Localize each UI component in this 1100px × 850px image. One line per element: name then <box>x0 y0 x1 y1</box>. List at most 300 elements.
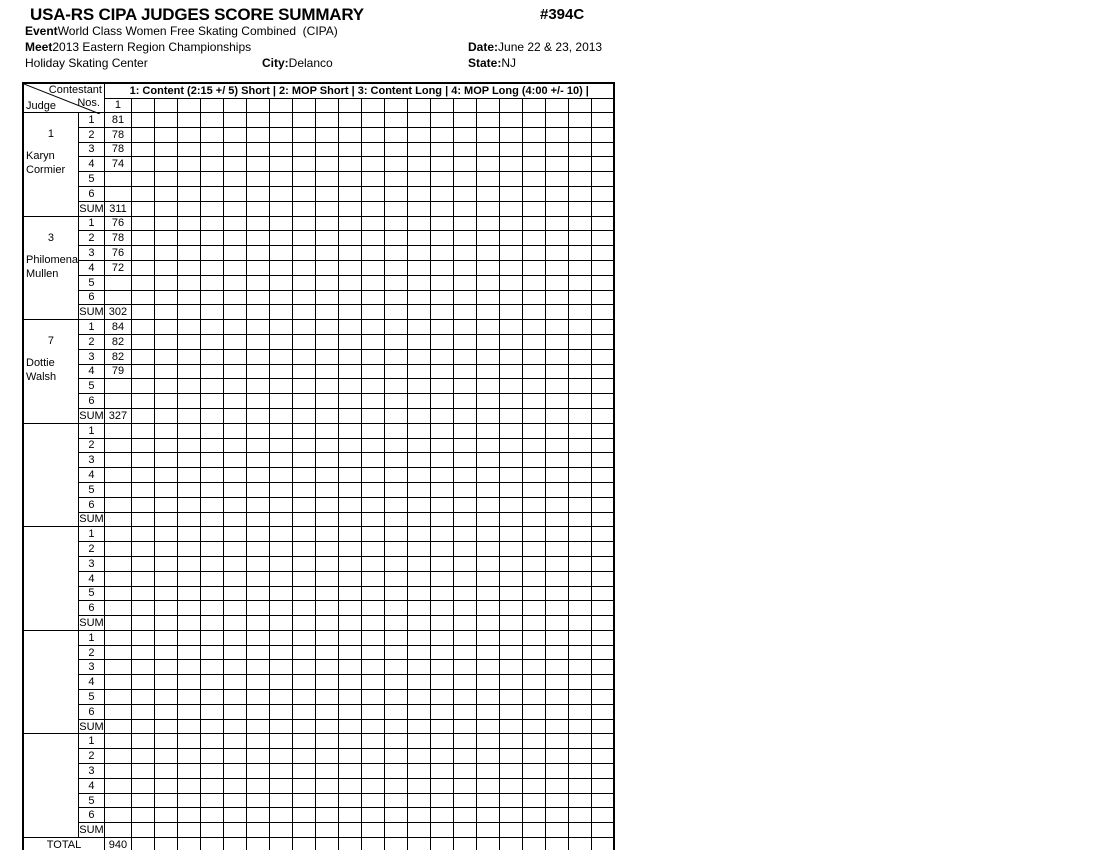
grid-cell <box>315 556 338 571</box>
score-cell <box>104 793 131 808</box>
grid-cell <box>154 142 177 157</box>
score-cell <box>104 468 131 483</box>
grid-cell <box>499 704 522 719</box>
grid-cell <box>292 157 315 172</box>
grid-cell <box>292 127 315 142</box>
grid-cell <box>545 305 568 320</box>
grid-cell <box>453 838 476 850</box>
score-grid <box>22 82 615 850</box>
grid-cell <box>499 157 522 172</box>
grid-cell <box>200 764 223 779</box>
grid-cell <box>453 438 476 453</box>
contestant-number-cell <box>246 98 269 112</box>
grid-cell <box>522 690 545 705</box>
grid-cell <box>522 201 545 216</box>
grid-cell <box>545 201 568 216</box>
grid-cell <box>338 764 361 779</box>
grid-cell <box>499 379 522 394</box>
contestant-number-cell <box>499 98 522 112</box>
grid-cell <box>361 172 384 187</box>
grid-cell <box>292 675 315 690</box>
grid-cell <box>200 201 223 216</box>
grid-cell <box>246 334 269 349</box>
grid-cell <box>223 630 246 645</box>
round-label-cell: 3 <box>78 453 104 468</box>
grid-cell <box>476 734 499 749</box>
judge-number: 7 <box>47 335 55 348</box>
grid-cell <box>545 645 568 660</box>
grid-cell <box>453 601 476 616</box>
grid-cell <box>338 645 361 660</box>
grid-cell <box>499 290 522 305</box>
grid-cell <box>131 438 154 453</box>
grid-cell <box>200 246 223 261</box>
grid-cell <box>361 823 384 838</box>
score-cell: 84 <box>104 320 131 335</box>
grid-cell <box>315 408 338 423</box>
grid-cell <box>131 453 154 468</box>
grid-cell <box>407 157 430 172</box>
score-cell: 82 <box>104 334 131 349</box>
grid-cell <box>292 793 315 808</box>
score-cell: 76 <box>104 246 131 261</box>
grid-cell <box>407 334 430 349</box>
grid-cell <box>568 438 591 453</box>
grid-cell <box>315 231 338 246</box>
contestant-number-cell <box>430 98 453 112</box>
judge-cell <box>23 113 78 217</box>
grid-cell <box>522 601 545 616</box>
grid-cell <box>154 113 177 128</box>
grid-cell <box>476 423 499 438</box>
grid-cell <box>384 601 407 616</box>
round-label-cell: 2 <box>78 334 104 349</box>
grid-cell <box>499 542 522 557</box>
grid-cell <box>407 379 430 394</box>
grid-cell <box>384 379 407 394</box>
grid-cell <box>269 764 292 779</box>
grid-cell <box>338 186 361 201</box>
grid-cell <box>430 379 453 394</box>
grid-cell <box>384 438 407 453</box>
round-label-cell: 1 <box>78 527 104 542</box>
grid-cell <box>361 571 384 586</box>
grid-cell <box>292 305 315 320</box>
grid-cell <box>361 838 384 850</box>
grid-cell <box>430 542 453 557</box>
grid-cell <box>315 838 338 850</box>
grid-cell <box>545 320 568 335</box>
grid-cell <box>430 793 453 808</box>
grid-cell <box>407 290 430 305</box>
grid-cell <box>407 690 430 705</box>
grid-cell <box>292 690 315 705</box>
grid-cell <box>200 823 223 838</box>
grid-cell <box>177 438 200 453</box>
grid-cell <box>223 305 246 320</box>
grid-cell <box>361 778 384 793</box>
judge-name: Dottie Walsh <box>26 357 57 384</box>
grid-cell <box>545 482 568 497</box>
grid-cell <box>591 749 614 764</box>
grid-cell <box>315 704 338 719</box>
grid-cell <box>246 379 269 394</box>
grid-cell <box>338 690 361 705</box>
grid-cell <box>568 349 591 364</box>
grid-cell <box>384 793 407 808</box>
round-label-cell: 4 <box>78 260 104 275</box>
grid-cell <box>453 571 476 586</box>
grid-cell <box>223 231 246 246</box>
grid-cell <box>200 601 223 616</box>
grid-cell <box>154 379 177 394</box>
grid-cell <box>407 394 430 409</box>
grid-cell <box>384 778 407 793</box>
grid-cell <box>499 423 522 438</box>
grid-cell <box>200 408 223 423</box>
score-cell: 74 <box>104 157 131 172</box>
grid-cell <box>338 527 361 542</box>
grid-cell <box>131 246 154 261</box>
grid-cell <box>292 275 315 290</box>
grid-cell <box>154 157 177 172</box>
grid-cell <box>338 113 361 128</box>
grid-cell <box>361 734 384 749</box>
grid-cell <box>522 793 545 808</box>
venue-value: Holiday Skating Center <box>25 56 148 70</box>
grid-cell <box>131 290 154 305</box>
grid-cell <box>522 512 545 527</box>
grid-cell <box>430 734 453 749</box>
grid-cell <box>246 423 269 438</box>
grid-cell <box>384 630 407 645</box>
grid-cell <box>407 364 430 379</box>
grid-cell <box>269 616 292 631</box>
contestant-number-cell <box>476 98 499 112</box>
grid-cell <box>545 704 568 719</box>
grid-cell <box>430 113 453 128</box>
grid-cell <box>453 542 476 557</box>
score-cell <box>104 734 131 749</box>
grid-cell <box>200 216 223 231</box>
grid-cell <box>407 246 430 261</box>
grid-cell <box>591 764 614 779</box>
grid-cell <box>177 305 200 320</box>
grid-cell <box>269 468 292 483</box>
score-cell <box>104 438 131 453</box>
grid-cell <box>246 364 269 379</box>
grid-cell <box>338 438 361 453</box>
grid-cell <box>292 201 315 216</box>
grid-cell <box>476 586 499 601</box>
grid-cell <box>131 527 154 542</box>
grid-cell <box>591 482 614 497</box>
grid-cell <box>292 512 315 527</box>
grid-cell <box>453 290 476 305</box>
grid-cell <box>476 601 499 616</box>
grid-cell <box>453 127 476 142</box>
score-cell <box>104 660 131 675</box>
grid-cell <box>361 260 384 275</box>
grid-cell <box>384 838 407 850</box>
grid-cell <box>269 334 292 349</box>
grid-cell <box>407 542 430 557</box>
grid-cell <box>154 704 177 719</box>
grid-cell <box>384 556 407 571</box>
grid-cell <box>177 764 200 779</box>
grid-cell <box>407 527 430 542</box>
grid-cell <box>591 571 614 586</box>
grid-cell <box>407 719 430 734</box>
grid-cell <box>545 601 568 616</box>
grid-cell <box>407 142 430 157</box>
score-cell <box>104 542 131 557</box>
grid-cell <box>430 601 453 616</box>
grid-cell <box>200 704 223 719</box>
grid-cell <box>200 556 223 571</box>
grid-cell <box>269 438 292 453</box>
grid-cell <box>522 630 545 645</box>
form-number: #394C <box>540 6 585 23</box>
grid-cell <box>476 778 499 793</box>
contestant-number-cell: 1 <box>104 98 131 112</box>
round-label-cell: 2 <box>78 231 104 246</box>
grid-cell <box>200 571 223 586</box>
grid-cell <box>591 468 614 483</box>
grid-cell <box>315 675 338 690</box>
grid-cell <box>154 586 177 601</box>
grid-cell <box>568 157 591 172</box>
grid-cell <box>591 645 614 660</box>
judge-cell <box>23 320 78 424</box>
grid-cell <box>223 512 246 527</box>
grid-cell <box>361 690 384 705</box>
grid-cell <box>407 423 430 438</box>
grid-cell <box>476 571 499 586</box>
grid-cell <box>591 231 614 246</box>
grid-cell <box>430 334 453 349</box>
grid-cell <box>591 142 614 157</box>
grid-cell <box>177 379 200 394</box>
grid-cell <box>154 497 177 512</box>
grid-cell <box>361 142 384 157</box>
grid-cell <box>200 527 223 542</box>
grid-cell <box>591 320 614 335</box>
grid-cell <box>568 823 591 838</box>
round-label-cell: 4 <box>78 468 104 483</box>
grid-cell <box>453 704 476 719</box>
grid-cell <box>200 438 223 453</box>
grid-cell <box>269 423 292 438</box>
grid-cell <box>407 172 430 187</box>
grid-cell <box>384 394 407 409</box>
grid-cell <box>269 645 292 660</box>
grid-cell <box>430 571 453 586</box>
grid-cell <box>522 305 545 320</box>
grid-cell <box>407 438 430 453</box>
sum-value-cell: 302 <box>104 305 131 320</box>
grid-cell <box>200 660 223 675</box>
grid-cell <box>200 320 223 335</box>
grid-cell <box>407 675 430 690</box>
grid-cell <box>568 645 591 660</box>
grid-cell <box>568 275 591 290</box>
grid-cell <box>200 364 223 379</box>
grid-cell <box>361 290 384 305</box>
score-cell <box>104 527 131 542</box>
contestant-number-cell <box>200 98 223 112</box>
corner-contestant-label: Contestant <box>48 84 102 96</box>
grid-cell <box>292 453 315 468</box>
grid-cell <box>430 675 453 690</box>
grid-cell <box>177 334 200 349</box>
grid-cell <box>223 423 246 438</box>
grid-cell <box>131 660 154 675</box>
grid-cell <box>430 586 453 601</box>
grid-cell <box>177 601 200 616</box>
grid-cell <box>131 423 154 438</box>
grid-cell <box>361 379 384 394</box>
grid-cell <box>246 186 269 201</box>
grid-cell <box>223 408 246 423</box>
grid-cell <box>545 113 568 128</box>
grid-cell <box>361 793 384 808</box>
grid-cell <box>269 127 292 142</box>
grid-cell <box>384 512 407 527</box>
state-label: State: <box>468 56 502 70</box>
judge-cell <box>23 527 78 631</box>
city-value: Delanco <box>288 56 333 70</box>
grid-cell <box>338 275 361 290</box>
grid-cell <box>545 290 568 305</box>
grid-cell <box>499 764 522 779</box>
grid-cell <box>453 453 476 468</box>
grid-cell <box>545 690 568 705</box>
grid-cell <box>131 157 154 172</box>
grid-cell <box>591 704 614 719</box>
grid-cell <box>545 586 568 601</box>
grid-cell <box>384 823 407 838</box>
grid-cell <box>269 482 292 497</box>
grid-cell <box>292 113 315 128</box>
grid-cell <box>545 186 568 201</box>
round-label-cell: 6 <box>78 290 104 305</box>
grid-cell <box>361 113 384 128</box>
contestant-number-cell <box>338 98 361 112</box>
grid-cell <box>476 142 499 157</box>
grid-cell <box>292 601 315 616</box>
grid-cell <box>246 749 269 764</box>
grid-cell <box>384 675 407 690</box>
grid-cell <box>269 823 292 838</box>
grid-cell <box>200 630 223 645</box>
grid-cell <box>269 113 292 128</box>
grid-cell <box>453 246 476 261</box>
grid-cell <box>292 394 315 409</box>
grid-cell <box>522 172 545 187</box>
grid-cell <box>568 364 591 379</box>
round-label-cell: 6 <box>78 808 104 823</box>
grid-cell <box>568 616 591 631</box>
round-label-cell: 5 <box>78 172 104 187</box>
grid-cell <box>315 172 338 187</box>
grid-cell <box>591 660 614 675</box>
grid-cell <box>177 482 200 497</box>
grid-cell <box>384 660 407 675</box>
grid-cell <box>200 113 223 128</box>
grid-cell <box>315 290 338 305</box>
grid-cell <box>246 512 269 527</box>
grid-cell <box>154 334 177 349</box>
grid-cell <box>154 778 177 793</box>
grid-cell <box>315 719 338 734</box>
grid-cell <box>338 201 361 216</box>
grid-cell <box>177 660 200 675</box>
grid-cell <box>545 246 568 261</box>
grid-cell <box>384 719 407 734</box>
grid-cell <box>361 305 384 320</box>
page-title: USA-RS CIPA JUDGES SCORE SUMMARY <box>30 5 364 24</box>
grid-cell <box>338 734 361 749</box>
sum-label-cell: SUM <box>79 202 104 215</box>
grid-cell <box>246 808 269 823</box>
grid-cell <box>154 453 177 468</box>
grid-cell <box>223 660 246 675</box>
grid-cell <box>568 675 591 690</box>
grid-cell <box>545 793 568 808</box>
round-label-cell: 6 <box>78 601 104 616</box>
grid-cell <box>545 142 568 157</box>
grid-cell <box>223 571 246 586</box>
grid-cell <box>292 542 315 557</box>
sum-label-cell: SUM <box>79 306 104 319</box>
grid-cell <box>430 778 453 793</box>
grid-cell <box>476 556 499 571</box>
grid-cell <box>430 468 453 483</box>
grid-cell <box>545 468 568 483</box>
grid-cell <box>154 690 177 705</box>
grid-cell <box>522 571 545 586</box>
grid-cell <box>269 778 292 793</box>
round-label-cell: 2 <box>78 749 104 764</box>
grid-cell <box>545 127 568 142</box>
grid-cell <box>499 734 522 749</box>
grid-cell <box>177 719 200 734</box>
date-label: Date: <box>468 40 499 54</box>
grid-cell <box>430 453 453 468</box>
grid-cell <box>568 246 591 261</box>
grid-cell <box>499 778 522 793</box>
score-cell <box>104 186 131 201</box>
grid-cell <box>246 142 269 157</box>
grid-cell <box>292 438 315 453</box>
grid-cell <box>568 571 591 586</box>
grid-cell <box>522 482 545 497</box>
grid-cell <box>223 246 246 261</box>
grid-cell <box>384 497 407 512</box>
grid-cell <box>545 334 568 349</box>
grid-cell <box>223 675 246 690</box>
grid-cell <box>177 645 200 660</box>
grid-cell <box>568 690 591 705</box>
grid-cell <box>499 482 522 497</box>
grid-cell <box>361 438 384 453</box>
grid-cell <box>499 556 522 571</box>
grid-cell <box>131 172 154 187</box>
grid-cell <box>430 497 453 512</box>
grid-cell <box>476 379 499 394</box>
score-cell <box>104 675 131 690</box>
